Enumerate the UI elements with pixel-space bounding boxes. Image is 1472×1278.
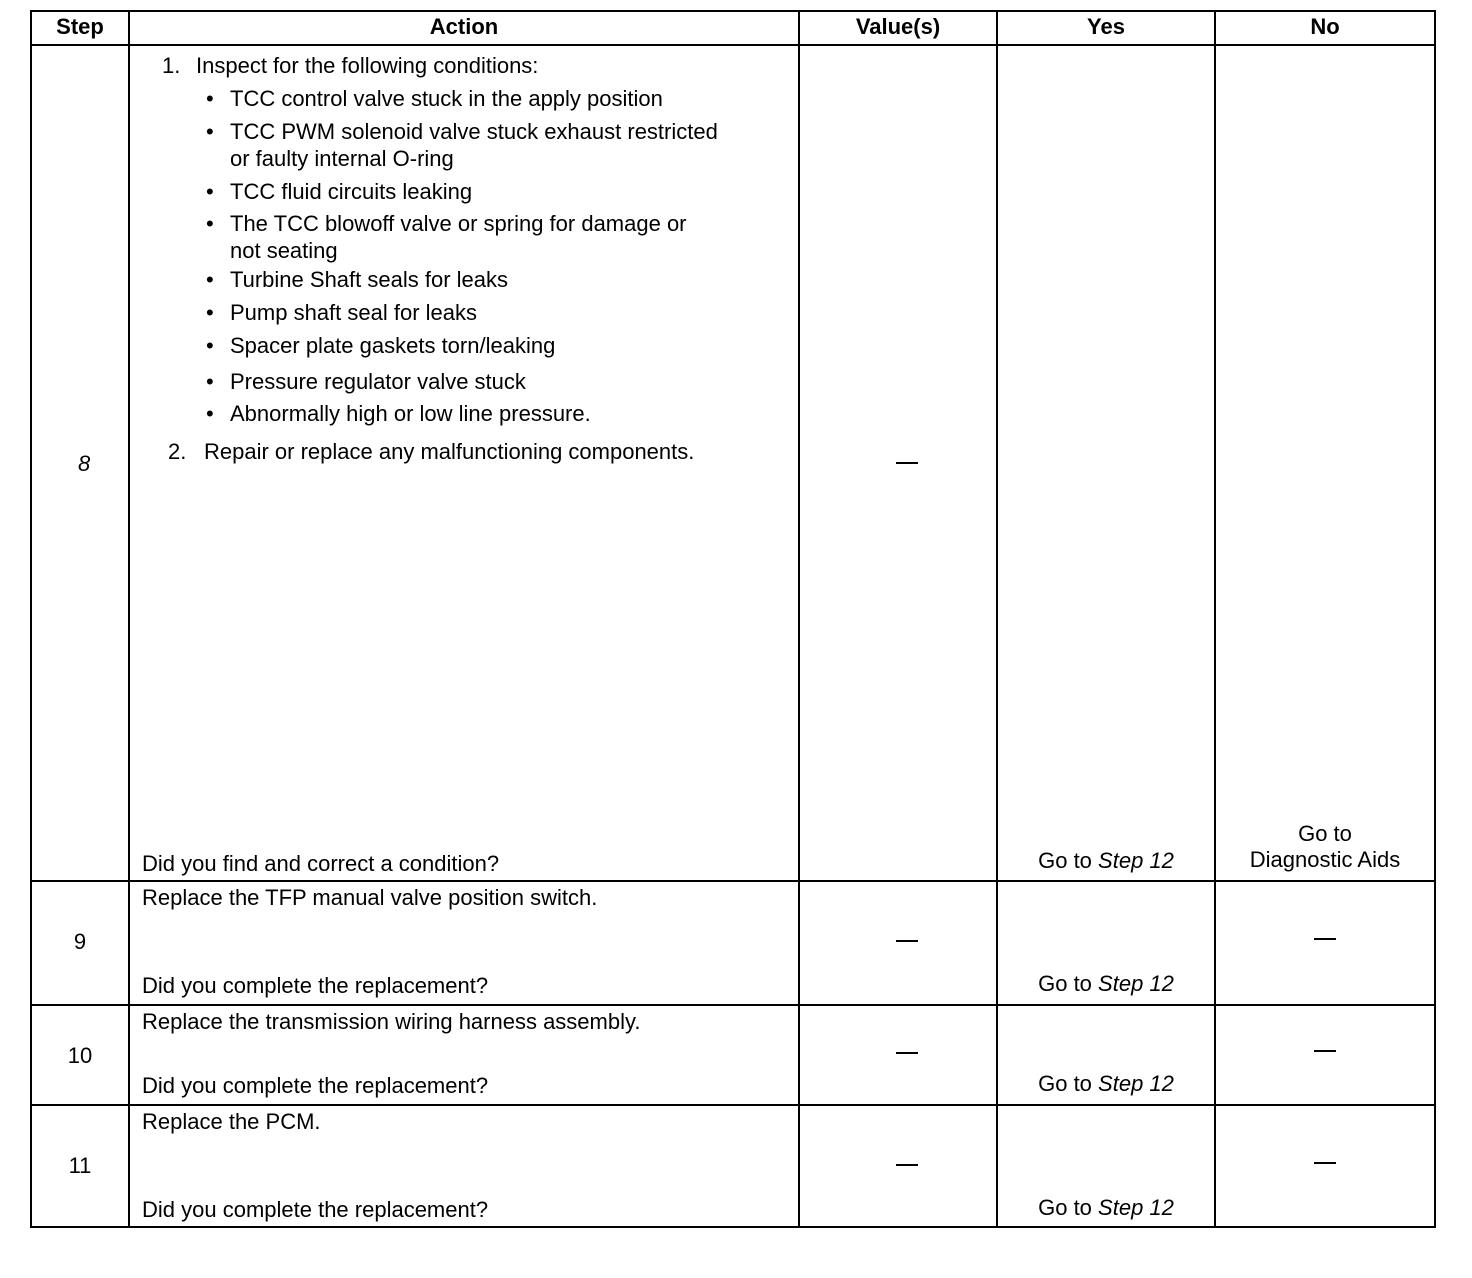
bullet-icon: •	[206, 267, 214, 292]
row11-action: Replace the PCM.	[142, 1109, 321, 1134]
row8-question: Did you find and correct a condition?	[142, 851, 500, 876]
row9-action: Replace the TFP manual valve position switch.	[142, 885, 598, 910]
row9-yes-ref: Step 12	[1098, 971, 1174, 996]
row10-value-dash	[896, 1052, 918, 1054]
row9-value-cell	[798, 880, 998, 1006]
row11-action-cell	[128, 1104, 800, 1228]
row10-step-cell	[30, 1004, 130, 1106]
row9-no-dash	[1314, 938, 1336, 940]
row10-yes-cell	[996, 1004, 1216, 1106]
bullet-icon: •	[206, 300, 214, 325]
row8-bullet3: TCC fluid circuits leaking	[230, 179, 473, 204]
row10-action-cell	[128, 1004, 800, 1106]
row8-item2-text: Repair or replace any malfunctioning components.	[204, 439, 695, 464]
bullet-icon: •	[206, 401, 214, 426]
row8-item1-number: 1.	[162, 53, 181, 78]
row8-action-cell	[128, 44, 800, 882]
row9-step-number: 9	[73, 929, 87, 954]
row11-step-cell	[30, 1104, 130, 1228]
row9-action-cell	[128, 880, 800, 1006]
row9-yes-cell	[996, 880, 1216, 1006]
row11-yes-link[interactable]	[998, 1194, 1214, 1221]
row8-step-number: 8	[78, 451, 91, 476]
row9-yes-prefix: Go to	[1038, 971, 1092, 996]
row10-action: Replace the transmission wiring harness assembly.	[142, 1009, 641, 1034]
row10-yes-prefix: Go to	[1038, 1071, 1092, 1096]
row11-yes-cell	[996, 1104, 1216, 1228]
row8-bullet2-line1: TCC PWM solenoid valve stuck exhaust restricted	[230, 119, 718, 144]
row8-value-dash	[896, 462, 918, 464]
row8-bullet2-line2: or faulty internal O-ring	[230, 146, 454, 171]
row11-yes-ref: Step 12	[1098, 1195, 1174, 1220]
row10-question: Did you complete the replacement?	[142, 1073, 489, 1098]
row8-bullet7: Spacer plate gaskets torn/leaking	[230, 333, 556, 358]
row11-no-cell	[1214, 1104, 1436, 1228]
row10-no-cell	[1214, 1004, 1436, 1106]
row11-step-number: 11	[68, 1153, 92, 1178]
row8-value-cell	[798, 44, 998, 882]
diagnostic-table	[30, 10, 1436, 1228]
row9-value-dash	[896, 940, 918, 942]
row10-no-dash	[1314, 1050, 1336, 1052]
row8-bullet8: Pressure regulator valve stuck	[230, 369, 526, 394]
bullet-icon: •	[206, 369, 214, 394]
header-no: No	[1214, 10, 1436, 46]
bullet-icon: •	[206, 119, 214, 144]
row8-no-line2[interactable]: Diagnostic Aids	[1249, 847, 1401, 872]
row8-bullet9: Abnormally high or low line pressure.	[230, 401, 591, 426]
row9-no-cell	[1214, 880, 1436, 1006]
row8-no-cell	[1214, 44, 1436, 882]
row11-value-cell	[798, 1104, 998, 1228]
row8-bullet4-line2: not seating	[230, 238, 338, 263]
header-step: Step	[30, 10, 130, 46]
header-values: Value(s)	[798, 10, 998, 46]
row8-no-line1[interactable]: Go to	[1298, 821, 1352, 846]
row11-value-dash	[896, 1164, 918, 1166]
row11-yes-prefix: Go to	[1038, 1195, 1092, 1220]
row8-item1-text: Inspect for the following conditions:	[196, 53, 539, 78]
row11-question: Did you complete the replacement?	[142, 1197, 489, 1222]
row9-step-cell	[30, 880, 130, 1006]
row10-yes-link[interactable]	[998, 1070, 1214, 1097]
row8-step-cell	[30, 44, 130, 882]
row8-yes-link[interactable]	[998, 847, 1214, 874]
row8-bullet5: Turbine Shaft seals for leaks	[230, 267, 508, 292]
bullet-icon: •	[206, 86, 214, 111]
row8-yes-ref: Step 12	[1098, 848, 1174, 873]
bullet-icon: •	[206, 333, 214, 358]
bullet-icon: •	[206, 179, 214, 204]
row11-no-dash	[1314, 1162, 1336, 1164]
row10-value-cell	[798, 1004, 998, 1106]
row9-yes-link[interactable]	[998, 970, 1214, 997]
row10-yes-ref: Step 12	[1098, 1071, 1174, 1096]
row8-bullet6: Pump shaft seal for leaks	[230, 300, 478, 325]
row10-step-number: 10	[67, 1043, 93, 1068]
row9-question: Did you complete the replacement?	[142, 973, 489, 998]
row8-yes-cell	[996, 44, 1216, 882]
row8-item2-number: 2.	[168, 439, 187, 464]
header-yes: Yes	[996, 10, 1216, 46]
bullet-icon: •	[206, 211, 214, 236]
header-action: Action	[128, 10, 800, 46]
row8-yes-prefix: Go to	[1038, 848, 1092, 873]
row8-bullet4-line1: The TCC blowoff valve or spring for damage or	[230, 211, 687, 236]
row8-bullet1: TCC control valve stuck in the apply position	[230, 86, 663, 111]
